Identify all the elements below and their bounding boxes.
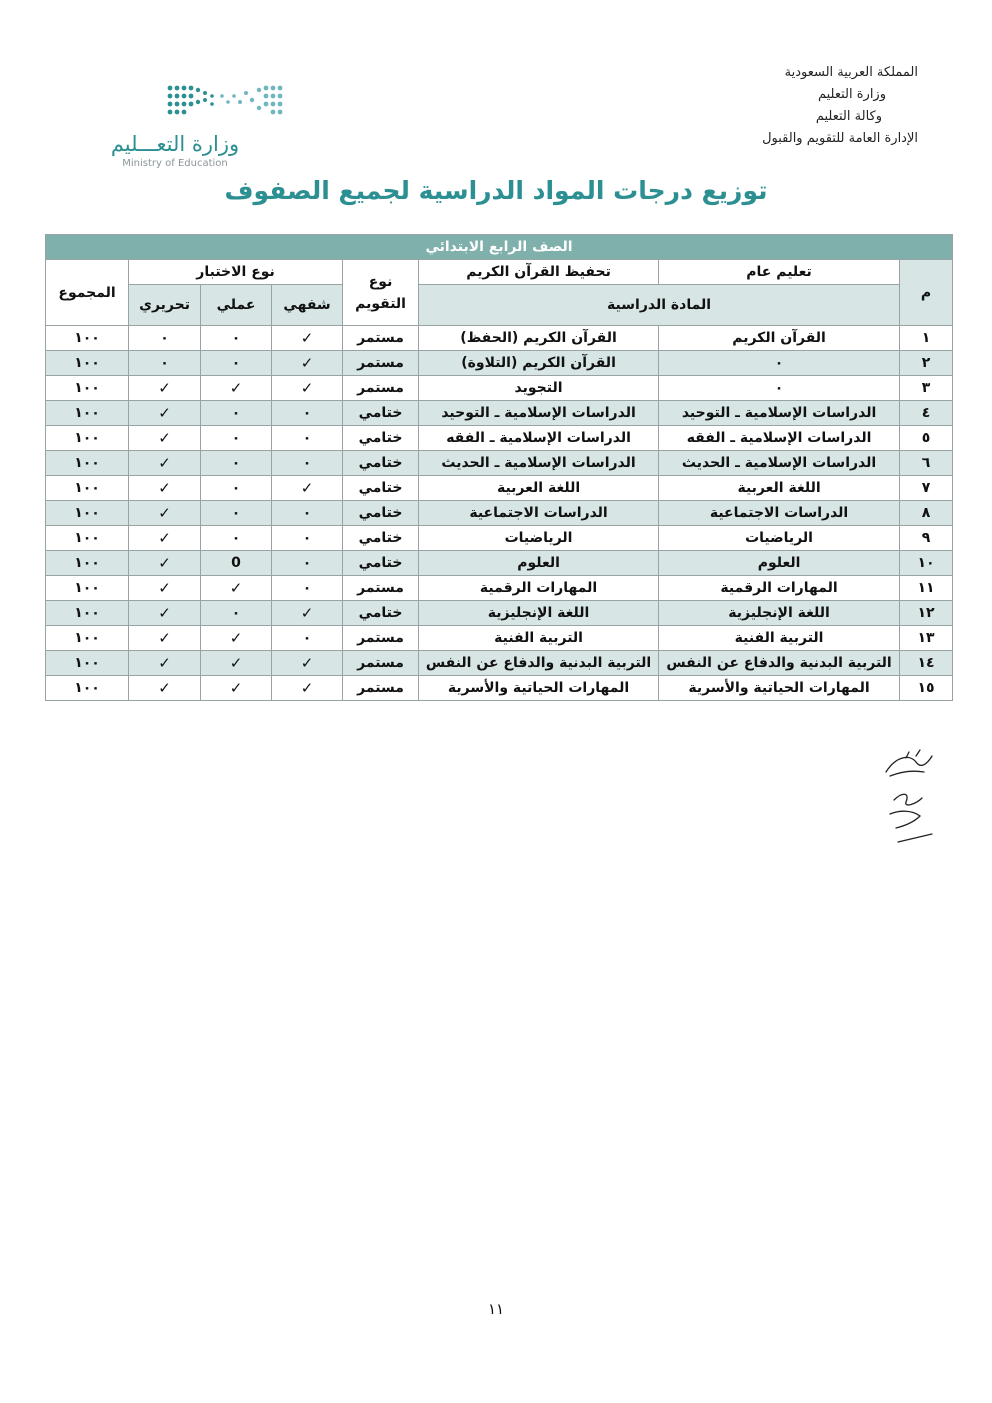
- cell-general: المهارات الرقمية: [659, 576, 900, 601]
- cell-oral: ✓: [272, 676, 343, 701]
- col-subject-header: المادة الدراسية: [419, 285, 900, 326]
- cell-total: ١٠٠: [46, 601, 129, 626]
- col-total-header: المجموع: [46, 260, 129, 326]
- cell-written: ✓: [129, 376, 201, 401]
- logo-dots-icon: [162, 82, 292, 118]
- cell-general: الدراسات الإسلامية ـ الفقه: [659, 426, 900, 451]
- cell-practical: ٠: [201, 326, 272, 351]
- cell-quran: الرياضيات: [419, 526, 659, 551]
- header-line-agency: وكالة التعليم: [815, 109, 882, 124]
- cell-total: ١٠٠: [46, 651, 129, 676]
- cell-quran: الدراسات الإسلامية ـ الحديث: [419, 451, 659, 476]
- cell-total: ١٠٠: [46, 551, 129, 576]
- table-row: [46, 401, 953, 426]
- cell-written: ✓: [129, 626, 201, 651]
- cell-n: ٥: [900, 426, 953, 451]
- cell-practical: ✓: [201, 626, 272, 651]
- cell-assess: ختامي: [343, 401, 419, 426]
- cell-oral: ✓: [272, 326, 343, 351]
- cell-oral: ✓: [272, 376, 343, 401]
- cell-practical: ٠: [201, 476, 272, 501]
- table-row: [46, 601, 953, 626]
- cell-quran: المهارات الرقمية: [419, 576, 659, 601]
- ministry-logo: [100, 82, 300, 182]
- cell-assess: ختامي: [343, 501, 419, 526]
- cell-quran: التربية الفنية: [419, 626, 659, 651]
- cell-written: ✓: [129, 676, 201, 701]
- cell-written: ٠: [129, 326, 201, 351]
- cell-general: الرياضيات: [659, 526, 900, 551]
- cell-quran: التربية البدنية والدفاع عن النفس: [419, 651, 659, 676]
- cell-general: الدراسات الإسلامية ـ التوحيد: [659, 401, 900, 426]
- cell-n: ٨: [900, 501, 953, 526]
- cell-total: ١٠٠: [46, 626, 129, 651]
- cell-assess: ختامي: [343, 476, 419, 501]
- cell-quran: الدراسات الإسلامية ـ الفقه: [419, 426, 659, 451]
- header-line-department: الإدارة العامة للتقويم والقبول: [762, 131, 918, 146]
- cell-general: الدراسات الإسلامية ـ الحديث: [659, 451, 900, 476]
- cell-total: ١٠٠: [46, 576, 129, 601]
- cell-oral: ٠: [272, 451, 343, 476]
- col-exam-type-header: نوع الاختبار: [129, 260, 343, 285]
- cell-general: التربية الفنية: [659, 626, 900, 651]
- cell-oral: ٠: [272, 426, 343, 451]
- header-line-ministry: وزارة التعليم: [817, 87, 886, 102]
- cell-n: ١١: [900, 576, 953, 601]
- cell-assess: ختامي: [343, 526, 419, 551]
- logo-english-text: Ministry of Education: [122, 158, 228, 169]
- cell-oral: ٠: [272, 501, 343, 526]
- cell-assess: مستمر: [343, 576, 419, 601]
- cell-written: ✓: [129, 551, 201, 576]
- cell-quran: الدراسات الاجتماعية: [419, 501, 659, 526]
- cell-general: الدراسات الاجتماعية: [659, 501, 900, 526]
- cell-assess: ختامي: [343, 451, 419, 476]
- cell-assess: مستمر: [343, 326, 419, 351]
- cell-n: ٩: [900, 526, 953, 551]
- col-assessment-header: نوع التقويم: [343, 260, 419, 326]
- cell-oral: ٠: [272, 526, 343, 551]
- cell-oral: ٠: [272, 576, 343, 601]
- table-row: [46, 426, 953, 451]
- cell-practical: ✓: [201, 676, 272, 701]
- col-oral-header: شفهي: [272, 285, 343, 326]
- cell-written: ✓: [129, 401, 201, 426]
- cell-written: ✓: [129, 476, 201, 501]
- cell-oral: ✓: [272, 351, 343, 376]
- cell-written: ✓: [129, 526, 201, 551]
- cell-written: ✓: [129, 576, 201, 601]
- cell-total: ١٠٠: [46, 401, 129, 426]
- table-row: [46, 501, 953, 526]
- cell-quran: الدراسات الإسلامية ـ التوحيد: [419, 401, 659, 426]
- table-row: [46, 376, 953, 401]
- page-number: ١١: [487, 1300, 505, 1318]
- col-practical-header: عملي: [201, 285, 272, 326]
- table-body: [46, 326, 953, 701]
- table-row: [46, 451, 953, 476]
- cell-written: ✓: [129, 601, 201, 626]
- cell-practical: ٠: [201, 401, 272, 426]
- cell-written: ✓: [129, 651, 201, 676]
- table-row: [46, 476, 953, 501]
- cell-practical: ✓: [201, 376, 272, 401]
- ministry-header: [688, 62, 918, 150]
- cell-total: ١٠٠: [46, 426, 129, 451]
- table-row: [46, 651, 953, 676]
- cell-practical: ٠: [201, 351, 272, 376]
- cell-general: العلوم: [659, 551, 900, 576]
- cell-general: المهارات الحياتية والأسرية: [659, 676, 900, 701]
- cell-n: ٣: [900, 376, 953, 401]
- grade-label: الصف الرابع الابتدائي: [46, 235, 953, 260]
- cell-oral: ✓: [272, 601, 343, 626]
- cell-quran: اللغة العربية: [419, 476, 659, 501]
- cell-oral: ٠: [272, 401, 343, 426]
- table-row: [46, 676, 953, 701]
- cell-general: اللغة الإنجليزية: [659, 601, 900, 626]
- table-row: [46, 326, 953, 351]
- table-row: [46, 526, 953, 551]
- cell-assess: ختامي: [343, 601, 419, 626]
- cell-practical: ٠: [201, 501, 272, 526]
- cell-practical: ٠: [201, 426, 272, 451]
- cell-total: ١٠٠: [46, 351, 129, 376]
- table-row: [46, 576, 953, 601]
- page-title: توزيع درجات المواد الدراسية لجميع الصفوف: [224, 176, 768, 205]
- cell-assess: ختامي: [343, 551, 419, 576]
- cell-assess: مستمر: [343, 351, 419, 376]
- cell-practical: ✓: [201, 576, 272, 601]
- cell-n: ٢: [900, 351, 953, 376]
- cell-total: ١٠٠: [46, 451, 129, 476]
- table-row: [46, 351, 953, 376]
- cell-practical: 0: [201, 551, 272, 576]
- cell-practical: ✓: [201, 651, 272, 676]
- cell-quran: العلوم: [419, 551, 659, 576]
- signature-icon: [876, 742, 946, 852]
- col-general-header: تعليم عام: [659, 260, 900, 285]
- cell-written: ✓: [129, 426, 201, 451]
- cell-general: ٠: [659, 351, 900, 376]
- cell-oral: ✓: [272, 651, 343, 676]
- table-row: [46, 551, 953, 576]
- cell-total: ١٠٠: [46, 526, 129, 551]
- cell-general: القرآن الكريم: [659, 326, 900, 351]
- cell-assess: مستمر: [343, 626, 419, 651]
- col-number-header: م: [900, 260, 953, 326]
- cell-assess: مستمر: [343, 376, 419, 401]
- cell-general: التربية البدنية والدفاع عن النفس: [659, 651, 900, 676]
- cell-n: ٧: [900, 476, 953, 501]
- cell-assess: مستمر: [343, 676, 419, 701]
- cell-total: ١٠٠: [46, 476, 129, 501]
- table-row: [46, 626, 953, 651]
- cell-general: اللغة العربية: [659, 476, 900, 501]
- cell-oral: ٠: [272, 626, 343, 651]
- cell-quran: المهارات الحياتية والأسرية: [419, 676, 659, 701]
- cell-written: ✓: [129, 451, 201, 476]
- cell-total: ١٠٠: [46, 326, 129, 351]
- header-line-kingdom: المملكة العربية السعودية: [784, 65, 918, 80]
- cell-n: ١٥: [900, 676, 953, 701]
- cell-n: ١٣: [900, 626, 953, 651]
- cell-quran: التجويد: [419, 376, 659, 401]
- cell-n: ١٢: [900, 601, 953, 626]
- cell-written: ٠: [129, 351, 201, 376]
- cell-n: ١٠: [900, 551, 953, 576]
- cell-general: ٠: [659, 376, 900, 401]
- cell-practical: ٠: [201, 451, 272, 476]
- cell-assess: ختامي: [343, 426, 419, 451]
- cell-quran: القرآن الكريم (الحفظ): [419, 326, 659, 351]
- logo-arabic-text: وزارة التعـــليم: [110, 132, 240, 156]
- cell-quran: القرآن الكريم (التلاوة): [419, 351, 659, 376]
- cell-written: ✓: [129, 501, 201, 526]
- cell-practical: ٠: [201, 526, 272, 551]
- cell-total: ١٠٠: [46, 501, 129, 526]
- cell-total: ١٠٠: [46, 676, 129, 701]
- cell-total: ١٠٠: [46, 376, 129, 401]
- grades-table: [45, 234, 953, 701]
- cell-n: ٦: [900, 451, 953, 476]
- cell-n: ٤: [900, 401, 953, 426]
- cell-assess: مستمر: [343, 651, 419, 676]
- col-quran-header: تحفيظ القرآن الكريم: [419, 260, 659, 285]
- cell-quran: اللغة الإنجليزية: [419, 601, 659, 626]
- cell-oral: ✓: [272, 476, 343, 501]
- cell-oral: ٠: [272, 551, 343, 576]
- cell-n: ١: [900, 326, 953, 351]
- cell-n: ١٤: [900, 651, 953, 676]
- col-written-header: تحريري: [129, 285, 201, 326]
- cell-practical: ٠: [201, 601, 272, 626]
